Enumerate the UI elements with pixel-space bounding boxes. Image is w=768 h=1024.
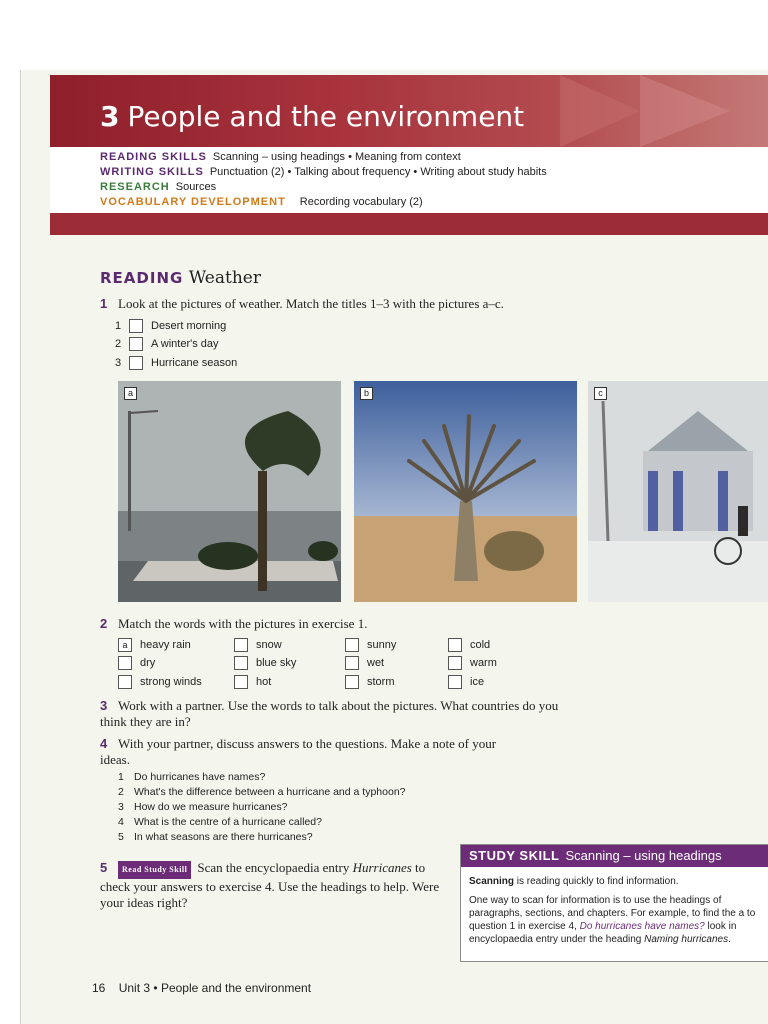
word-option[interactable] xyxy=(345,656,384,670)
word-option[interactable] xyxy=(234,656,296,670)
option-text: A winter's day xyxy=(151,338,219,350)
answer-checkbox[interactable]: a xyxy=(118,638,132,652)
skill-row xyxy=(100,181,216,193)
exercise-text: Match the words with the pictures in exercise 1. xyxy=(118,616,368,631)
answer-checkbox[interactable] xyxy=(448,638,462,652)
answer-checkbox[interactable] xyxy=(234,656,248,670)
study-skill-para-1 xyxy=(469,875,768,888)
banner-chevron xyxy=(560,75,640,147)
picture-tag: b xyxy=(360,387,373,400)
exercise-text: With your partner, discuss answers to the questions. Make a note of your ideas. xyxy=(100,736,497,767)
option-number: 2 xyxy=(115,338,122,350)
option-number: 1 xyxy=(115,320,122,332)
word-option[interactable] xyxy=(448,638,490,652)
para-text: is reading quickly to find information. xyxy=(514,876,679,887)
exercise-number: 3 xyxy=(100,698,108,713)
photo-winter xyxy=(588,381,768,602)
answer-checkbox[interactable] xyxy=(448,656,462,670)
skill-label: VOCABULARY DEVELOPMENT xyxy=(100,196,286,208)
section-title: Weather xyxy=(188,268,261,288)
study-skill-header xyxy=(461,845,768,867)
footer-unit: Unit 3 xyxy=(118,981,151,995)
word-text: ice xyxy=(470,676,485,688)
exercise-5 xyxy=(100,860,440,911)
footer-separator: • xyxy=(153,981,158,995)
word-text: strong winds xyxy=(140,676,202,688)
answer-checkbox[interactable] xyxy=(129,337,143,351)
answer-checkbox[interactable] xyxy=(129,319,143,333)
answer-checkbox[interactable] xyxy=(118,656,132,670)
word-text: snow xyxy=(256,639,282,651)
question-text: Do hurricanes have names? xyxy=(134,771,266,783)
desert-illustration xyxy=(354,381,577,602)
skill-label: RESEARCH xyxy=(100,181,170,193)
option-text: Desert morning xyxy=(151,320,227,332)
title-option[interactable] xyxy=(115,355,237,371)
unit-title xyxy=(100,100,524,133)
question-reference: Do hurricanes have names? xyxy=(579,921,705,932)
skill-row xyxy=(100,151,461,163)
exercise-text: Look at the pictures of weather. Match the titles 1–3 with the pictures a–c. xyxy=(118,296,504,311)
question-number: 4 xyxy=(118,816,124,828)
study-skill-label: STUDY SKILL xyxy=(469,848,560,863)
photo-hurricane xyxy=(118,381,341,602)
word-text: sunny xyxy=(367,639,397,651)
question-item xyxy=(118,771,265,783)
word-option[interactable] xyxy=(234,638,282,652)
study-skill-title: Scanning – using headings xyxy=(565,848,722,863)
word-text: blue sky xyxy=(256,657,297,669)
question-item xyxy=(118,801,288,813)
hurricane-illustration xyxy=(118,381,341,602)
read-study-skill-badge[interactable]: Read Study Skill xyxy=(118,861,191,879)
picture-tag: a xyxy=(124,387,137,400)
para-text: One way to scan for information is to use the headings of paragraphs, sections, and chapters. For example, to find the a to question 1 in exercise 4, xyxy=(469,895,756,932)
word-option[interactable] xyxy=(448,656,497,670)
skill-label: READING SKILLS xyxy=(100,151,207,163)
skill-text: Sources xyxy=(175,181,217,193)
question-text: What is the centre of a hurricane called? xyxy=(134,816,322,828)
exercise-number: 5 xyxy=(100,860,108,875)
word-option[interactable] xyxy=(118,656,155,670)
question-number: 5 xyxy=(118,831,124,843)
title-option[interactable] xyxy=(115,318,226,334)
answer-checkbox[interactable] xyxy=(345,656,359,670)
word-text: warm xyxy=(470,657,497,669)
page-number: 16 xyxy=(92,981,106,995)
banner-bottom-bar xyxy=(50,213,768,235)
question-number: 3 xyxy=(118,801,124,813)
question-item xyxy=(118,831,313,843)
option-text: Hurricane season xyxy=(151,357,238,369)
answer-checkbox[interactable] xyxy=(345,638,359,652)
exercise-text: Scan the encyclopaedia entry xyxy=(197,860,350,875)
exercise-text-cont: to check your answers to exercise 4. Use the headings to help. Were your ideas right? xyxy=(100,860,440,910)
word-text: wet xyxy=(367,657,385,669)
question-number: 2 xyxy=(118,786,124,798)
answer-checkbox[interactable] xyxy=(129,356,143,370)
word-text: storm xyxy=(367,676,395,688)
section-label: READING xyxy=(100,269,184,287)
answer-checkbox[interactable] xyxy=(234,638,248,652)
word-option[interactable] xyxy=(345,675,395,689)
skill-row xyxy=(100,196,423,208)
photo-desert xyxy=(354,381,577,602)
study-skill-para-2 xyxy=(469,894,768,946)
footer-title: People and the environment xyxy=(160,981,312,995)
section-heading xyxy=(100,268,261,288)
unit-title-text: People and the environment xyxy=(127,100,525,133)
exercise-number: 2 xyxy=(100,616,108,631)
skill-label: WRITING SKILLS xyxy=(100,166,204,178)
answer-checkbox[interactable] xyxy=(234,675,248,689)
picture-tag: c xyxy=(594,387,607,400)
question-item xyxy=(118,786,406,798)
word-text: heavy rain xyxy=(140,639,191,651)
exercise-4 xyxy=(100,736,520,768)
exercise-text: Work with a partner. Use the words to talk about the pictures. What countries do you think they are in? xyxy=(100,698,559,729)
banner-chevron xyxy=(640,75,730,147)
unit-number: 3 xyxy=(100,100,120,133)
skill-text: Recording vocabulary (2) xyxy=(299,196,423,208)
word-text: dry xyxy=(140,657,156,669)
exercise-1 xyxy=(100,296,570,312)
para-text: look in encyclopaedia entry under the heading xyxy=(469,921,737,945)
heading-reference: Naming hurricanes xyxy=(644,934,729,945)
word-option[interactable] xyxy=(118,638,191,652)
exercise-number: 4 xyxy=(100,736,108,751)
word-option[interactable] xyxy=(234,675,271,689)
question-text: How do we measure hurricanes? xyxy=(134,801,288,813)
study-skill-box xyxy=(460,844,768,962)
para-text: . xyxy=(728,934,731,945)
word-option[interactable] xyxy=(345,638,396,652)
exercise-italic: Hurricanes xyxy=(352,860,412,875)
word-text: hot xyxy=(256,676,272,688)
word-text: cold xyxy=(470,639,491,651)
title-option[interactable] xyxy=(115,336,219,352)
exercise-3 xyxy=(100,698,570,730)
winter-illustration xyxy=(588,381,768,602)
exercise-number: 1 xyxy=(100,296,108,311)
question-text: In what seasons are there hurricanes? xyxy=(134,831,313,843)
question-number: 1 xyxy=(118,771,124,783)
bold-term: Scanning xyxy=(469,876,515,887)
answer-checkbox[interactable] xyxy=(345,675,359,689)
exercise-2 xyxy=(100,616,570,632)
question-text: What's the difference between a hurricane and a typhoon? xyxy=(134,786,406,798)
word-option[interactable] xyxy=(448,675,484,689)
skill-text: Scanning – using headings • Meaning from context xyxy=(212,151,461,163)
question-item xyxy=(118,816,322,828)
answer-checkbox[interactable] xyxy=(448,675,462,689)
page-footer xyxy=(92,981,311,995)
answer-checkbox[interactable] xyxy=(118,675,132,689)
option-number: 3 xyxy=(115,357,122,369)
word-option[interactable] xyxy=(118,675,202,689)
skill-text: Punctuation (2) • Talking about frequency • Writing about study habits xyxy=(209,166,547,178)
skill-row xyxy=(100,166,547,178)
